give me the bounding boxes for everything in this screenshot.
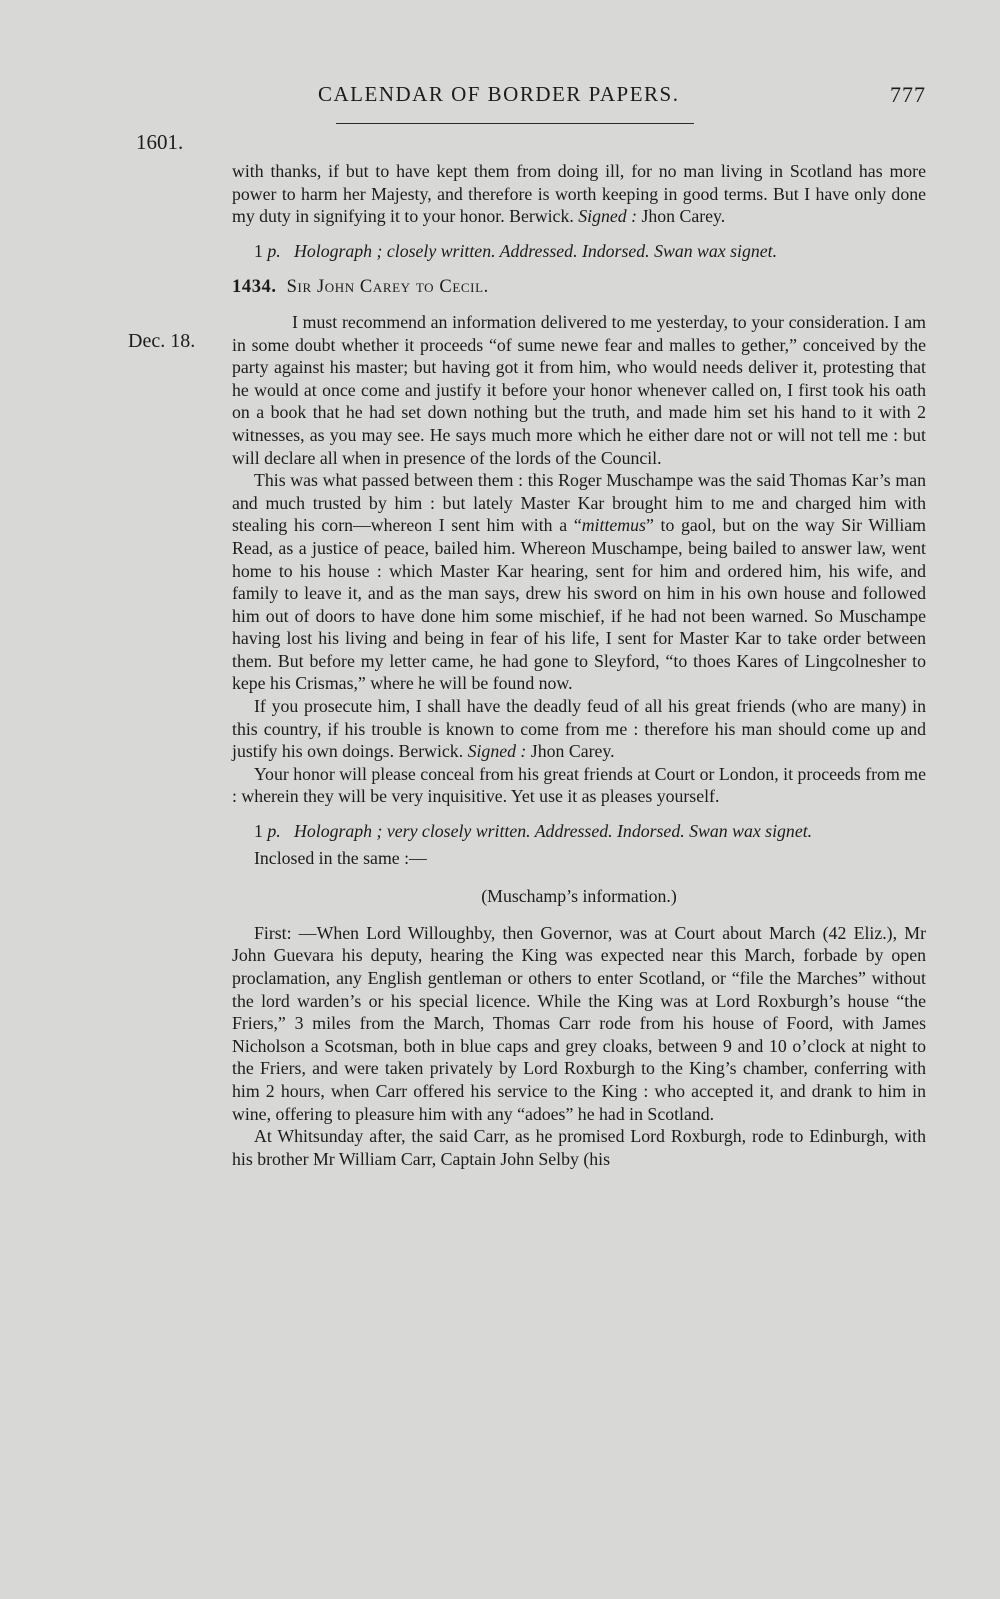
body-paragraph	[232, 469, 926, 695]
note-page-label: p.	[267, 821, 281, 842]
note-pages: 1	[254, 240, 268, 261]
page-number: 777	[890, 82, 926, 107]
latin-term: mittemus	[581, 515, 646, 536]
body-paragraph: At Whitsunday after, the said Carr, as he promised Lord Roxburgh, rode to Edinburgh, with his brother Mr William Carr, Captain John Selby (his	[232, 1126, 926, 1169]
entry-title: Sir John Carey to Cecil.	[286, 277, 489, 298]
body-text	[232, 160, 926, 1170]
entry-number: 1434.	[232, 277, 277, 298]
signed-label: Signed :	[467, 741, 527, 762]
margin-year: 1601.	[136, 130, 184, 154]
signer-name: Jhon Carey.	[526, 741, 615, 762]
paragraph-text: ” to gaol, but on the way Sir William Read, as a justice of peace, bailed him. Whereon Muschampe, being bailed to answer law, went home to his house : which Master Kar hearing, sent for him and ordered him, his wife, and family to leave it, and as the man says, drew his sword on him in his own house and followed him out of doors to have done him some mischief, if he had not been warned. So Muschampe having lost his living and being in fear of his life, I sent for Master Kar to take order between them. But before my letter came, he had gone to Sleyford, “to thoes Kares of Lingcolnesher to kepe his Crismas,” where he will be found now.	[232, 515, 926, 694]
paragraph-text: This was what passed between them : this Roger Muschampe was the said Thomas Kar’s man and much trusted by him : but lately Master Kar brought him to me and charged him with stealing his corn—whereon I sent him with a “	[232, 470, 926, 536]
body-paragraph: I must recommend an information delivered to me yesterday, to your consideration. I am in some doubt whether it proceeds “of sume newe fear and malles to gether,” conceived by the party against his master; but having got it from him, who would needs deliver it, protesting that he would at once come and justify it before your honor whenever called on, I first took his oath on a book that he had set down nothing but the truth, and made him set his hand to it with 2 witnesses, as you may see. He says much more which he either dare not or will not tell me : but will declare all when in presence of the lords of the Council.	[232, 311, 926, 468]
note-pages: 1	[254, 821, 268, 842]
running-head	[0, 82, 1000, 122]
document-note	[232, 240, 926, 263]
document-note	[232, 820, 926, 843]
enclosure-intro: Inclosed in the same :—	[254, 847, 427, 868]
margin-entry-date: Dec. 18.	[128, 330, 196, 352]
signed-label: Signed :	[578, 206, 637, 227]
note-description: Holograph ; closely written. Addressed. Indorsed. Swan wax signet.	[294, 240, 778, 261]
running-title: CALENDAR OF BORDER PAPERS.	[318, 82, 680, 106]
enclosure-subheading: (Muschamp’s information.)	[481, 886, 677, 907]
continuation-text: with thanks, if but to have kept them from doing ill, for no man living in Scotland has more power to harm her Majesty, and therefore is worth keeping in good terms. But I have only done my duty in signifying it to your honor. Berwick.	[232, 161, 926, 227]
note-description: Holograph ; very closely written. Addressed. Indorsed. Swan wax signet.	[294, 821, 813, 842]
body-paragraph: First: —When Lord Willoughby, then Governor, was at Court about March (42 Eliz.), Mr John Guevara his deputy, hearing the King was expected near this March, forbade by open proclamation, any English gentleman or others to enter Scotland, or “file the Marches” without the lord warden’s or his special licence. While the King was at Lord Roxburgh’s house “the Friers,” 3 miles from the March, Thomas Carr rode from his house of Foord, with James Nicholson a Scotsman, both in blue caps and grey cloaks, between 9 and 10 o’clock at night to the Friers, and were taken privately by Lord Roxburgh to the King’s chamber, conferring with him 2 hours, when Carr offered his service to the King : who accepted it, and drank to him in wine, offering to pleasure him with any “adoes” he had in Scotland.	[232, 922, 926, 1124]
signer-name: Jhon Carey.	[637, 206, 726, 227]
header-rule	[336, 123, 694, 124]
note-page-label: p.	[267, 240, 281, 261]
continuation-paragraph	[232, 160, 926, 228]
body-paragraph	[232, 695, 926, 763]
body-paragraph: Your honor will please conceal from his great friends at Court or London, it proceeds from me : wherein they will be very inquisitive. Yet use it as pleases yourself.	[232, 763, 926, 807]
entry-heading	[232, 276, 926, 299]
paragraph-text: If you prosecute him, I shall have the deadly feud of all his great friends (who are many) in this country, if his trouble is known to come from me : therefore his man should come up and justify his own doings. Berwick.	[232, 696, 926, 762]
